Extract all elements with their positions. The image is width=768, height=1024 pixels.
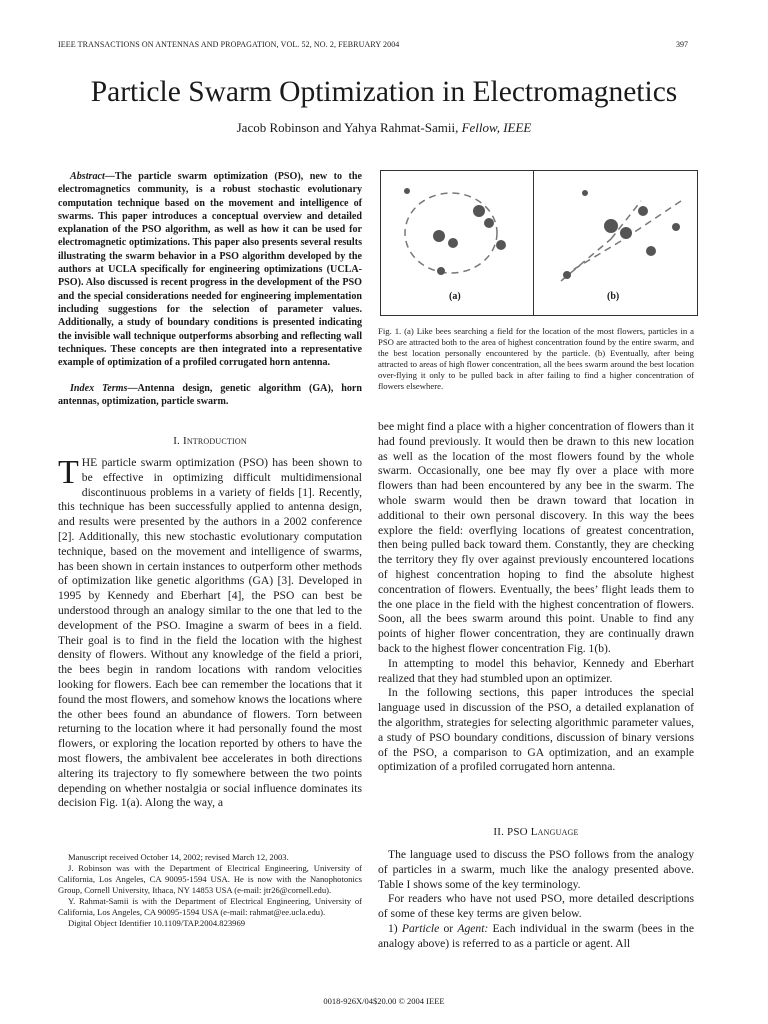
figure-1-illustration (381, 171, 697, 315)
index-terms-text: —Antenna design, genetic algorithm (GA), horn antennas, optimization, particle swarm. (58, 383, 362, 408)
figure-divider (533, 171, 534, 315)
journal-header: IEEE TRANSACTIONS ON ANTENNAS AND PROPAGATION, VOL. 52, NO. 2, FEBRUARY 2004 (58, 40, 400, 49)
footnote-rahmat: Y. Rahmat-Samii is with the Department of Electrical Engineering, University of California, Los Angeles, CA 90095-1594 USA (e-mail: rahmat@ee.ucla.edu). (58, 896, 362, 917)
item-1-text: Each individual in the swarm (bees in the analogy above) is referred to as a particle or agent. All (378, 921, 694, 950)
figure-1-caption: Fig. 1. (a) Like bees searching a field for the location of the most flowers, particles in a PSO are attracted both to the area of highest concentration found by the entire swarm, and the best location personally encountered by the particle. (b) Eventually, after being attracted to areas of high flower concentration, all the bees swarm around the best location over-flying it only to be pulled back in after failing to find a higher concentration of flowers elsewhere. (378, 326, 694, 391)
figure-1a-label: (a) (449, 291, 461, 302)
section-1-number: I. (173, 435, 181, 447)
bee (672, 223, 680, 231)
footnote-received: Manuscript received October 14, 2002; revised March 12, 2003. (68, 852, 289, 862)
intro-left-column (58, 456, 362, 811)
section-1-heading (58, 435, 362, 447)
section-2-heading (378, 826, 694, 838)
intro-right-column (378, 420, 694, 775)
author-line (0, 120, 768, 136)
intro-paragraph-2: In attempting to model this behavior, Kennedy and Eberhart realized that they had stumbled upon an optimizer. (378, 656, 694, 685)
intro-paragraph-1 (58, 456, 362, 811)
flower-cluster (448, 238, 458, 248)
flower-cluster (638, 206, 648, 216)
author-names: Jacob Robinson and Yahya Rahmat-Samii, (236, 120, 459, 135)
term-agent: Agent: (457, 921, 489, 935)
intro-paragraph-1-text: HE particle swarm optimization (PSO) has been shown to be effective in optimizing difficult multidimensional discontinuous problems in a variety of fields [1]. Recently, this technique has been successfully applied to antenna design, and results were presented by the authors in a 2002 conference [2]. Additionally, this new stochastic evolutionary computation technique, based on the movement and intelligence of swarms, has been shown in certain instances to outperform other methods of optimization like genetic algorithms (GA) [3]. Developed in 1995 by Kennedy and Eberhart [4], the PSO can best be understood through an analogy similar to the one that led to the development of the PSO. Imagine a swarm of bees in a field. Their goal is to find in the field the location with the highest density of flowers. Without any knowledge of the field a priori, the bees begin in random locations with random velocities looking for flowers. Each bee can remember the locations that it found the most flowers, and somehow knows the locations where the other bees found an abundance of flowers. Torn between returning to the location where it had personally found the most flowers, or exploring the location reported by others to have the most flowers, the ambivalent bee accelerates in both directions altering its trajectory to fly somewhere between the two points depending on whether nostalgia or social influence dominates its decision Fig. 1(a). Along the way, a (58, 456, 362, 810)
section-2-title: PSO Language (507, 826, 579, 838)
figure-1 (380, 170, 698, 316)
section-2-number: II. (493, 826, 505, 838)
section-1-title: Introduction (182, 435, 247, 447)
copyright-line: 0018-926X/04$20.00 © 2004 IEEE (323, 996, 445, 1006)
intro-paragraph-1-continued: bee might find a place with a higher concentration of flowers than it had found previously. It would then be drawn to this new location as well as the location of the most flowers found by the whole swarm. Occasionally, one bee may fly over a place with more flowers than had been encountered by any bee in the swarm. The whole swarm would then be drawn toward that location in additional to their own personal discovery. In this way the bees explore the field: overflying locations of greatest concentration, then being pulled back toward them. Constantly, they are checking the territory they fly over against previously encountered locations of highest concentration hoping to find the absolute highest concentration of flowers. Eventually, the bees’ flight leads them to the one place in the field with the highest concentration of flowers. Soon, all the bees swarm around this point. Unable to find any points of higher flower concentration, they are continually drawn back to the highest flower concentration Fig. 1(b). (378, 420, 694, 655)
item-number: 1) (388, 921, 398, 935)
intro-paragraph-3: In the following sections, this paper introduces the special language used in discussion of the PSO, a detailed explanation of the algorithm, strategies for selecting algorithmic parameter values, a study of PSO boundary conditions, discussion of binary versions of the PSO, a comparison to GA optimization, and an example optimization of a profiled corrugated horn antenna. (378, 686, 694, 774)
section-2-item-1 (378, 922, 694, 952)
bee (437, 267, 445, 275)
flower-cluster (473, 205, 485, 217)
drop-cap: T (58, 454, 79, 491)
page-number: 397 (676, 40, 688, 49)
section-2-paragraph-2: For readers who have not used PSO, more detailed descriptions of some of these key terms are given below. (378, 892, 694, 921)
flower-cluster (496, 240, 506, 250)
section-2-body (378, 848, 694, 952)
paper-title: Particle Swarm Optimization in Electromagnetics (90, 76, 678, 108)
term-particle: Particle (401, 921, 440, 935)
bee (563, 271, 571, 279)
flower-cluster (646, 246, 656, 256)
author-fellow: Fellow, IEEE (461, 120, 532, 135)
bee (404, 188, 410, 194)
bee (582, 190, 588, 196)
footnotes (58, 852, 362, 929)
flower-cluster (604, 219, 618, 233)
flower-cluster (484, 218, 494, 228)
trajectory-a (405, 193, 497, 273)
flower-cluster (620, 227, 632, 239)
figure-1b-label: (b) (607, 291, 620, 302)
footnote-doi: Digital Object Identifier 10.1109/TAP.2004.823969 (68, 918, 246, 928)
term-or: or (439, 921, 458, 935)
index-terms (58, 382, 362, 409)
trajectory-b (561, 201, 681, 281)
abstract-label: Abstract (70, 171, 105, 182)
abstract (58, 170, 362, 369)
abstract-text: —The particle swarm optimization (PSO), new to the electromagnetics community, is a robust stochastic evolutionary computation technique based on the movement and intelligence of swarms. This paper introduces a conceptual overview and detailed explanation of the PSO algorithm, as well as how it can be used for electromagnetic optimizations. This paper also presents several results illustrating the swarm behavior in a PSO algorithm developed by the authors at UCLA specifically for engineering optimizations (UCLA-PSO). Also discussed is recent progress in the development of the PSO and the special considerations needed for engineering implementation including suggestions for the selection of parameter values. Additionally, a study of boundary conditions is presented indicating the invisible wall technique outperforms absorbing and reflecting wall techniques. These concepts are then integrated into a representative example of optimization of a profiled corrugated horn antenna. (58, 171, 362, 369)
footnote-robinson: J. Robinson was with the Department of Electrical Engineering, University of California, Los Angeles, CA 90095-1594 USA. He is now with the Nanophotonics Group, Cornell University, Ithaca, NY 14853 USA (e-mail: jtr26@cornell.edu). (58, 863, 362, 895)
flower-cluster (433, 230, 445, 242)
section-2-paragraph-1: The language used to discuss the PSO follows from the analogy of particles in a swarm, much like the analogy presented above. Table I shows some of the key terminology. (378, 848, 694, 891)
index-terms-label: Index Terms (70, 383, 128, 394)
